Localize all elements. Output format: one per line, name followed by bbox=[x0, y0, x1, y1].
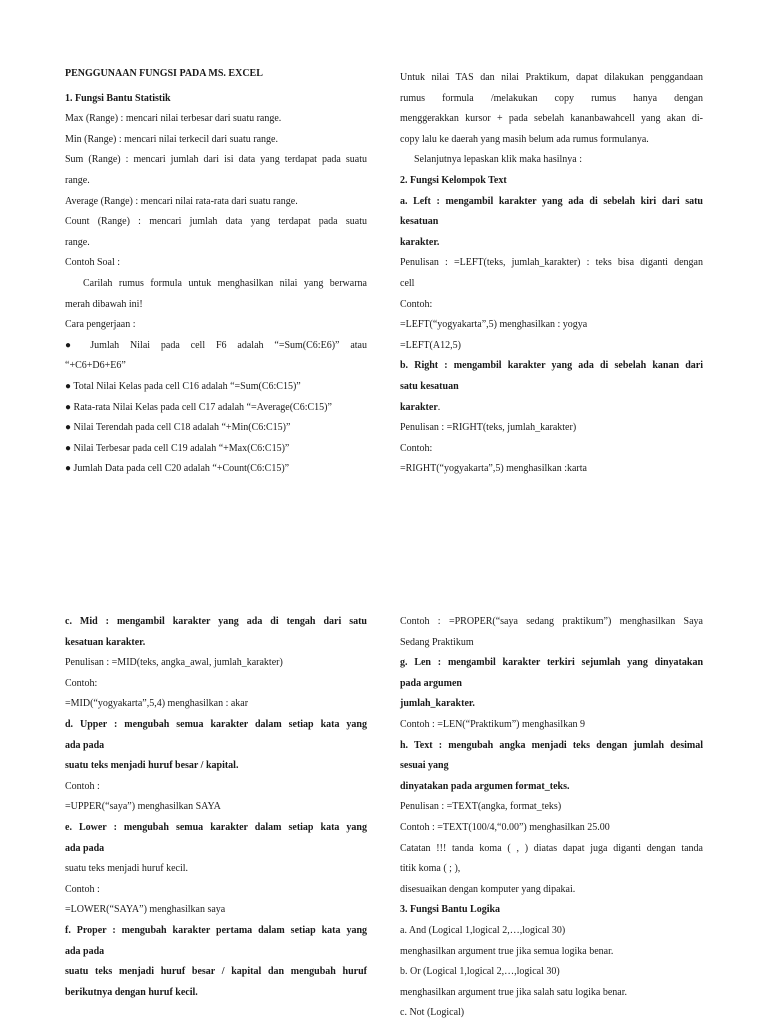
paragraph: titik koma ( ; ), bbox=[400, 863, 461, 875]
paragraph: b. Or (Logical 1,logical 2,…,logical 30) bbox=[400, 966, 560, 978]
subheading: suatu teks menjadi huruf besar / kapital dan mengubah huruf bbox=[65, 966, 367, 978]
paragraph: cell bbox=[400, 277, 415, 289]
paragraph: Penulisan : =RIGHT(teks, jumlah_karakter) bbox=[400, 422, 577, 434]
subheading: sesuai yang bbox=[400, 760, 449, 772]
column-bottom-right bbox=[400, 612, 703, 1024]
list-item: ● Jumlah Nilai pada cell F6 adalah “=Sum(C6:E6)” atau bbox=[65, 339, 367, 351]
paragraph: menghasilkan argument true jika semua logika benar. bbox=[400, 945, 614, 957]
paragraph: Selanjutnya lepaskan klik maka hasilnya : bbox=[414, 154, 583, 166]
list-item: ● Rata-rata Nilai Kelas pada cell C17 adalah “=Average(C6:C15)” bbox=[65, 401, 332, 413]
paragraph: Contoh: bbox=[400, 442, 433, 454]
list-item: “+C6+D6+E6” bbox=[65, 360, 126, 372]
paragraph: Contoh : =TEXT(100/4,“0.00”) menghasilkan 25.00 bbox=[400, 821, 610, 833]
subheading: a. Left : mengambil karakter yang ada di sebelah kiri dari satu bbox=[400, 195, 703, 207]
subheading: e. Lower : mengubah semua karakter dalam setiap kata yang bbox=[65, 821, 367, 833]
subheading: ada pada bbox=[65, 842, 105, 854]
subheading: pada argumen bbox=[400, 677, 462, 689]
paragraph: Max (Range) : mencari nilai terbesar dari suatu range. bbox=[65, 113, 282, 125]
subheading: karakter. bbox=[400, 236, 440, 248]
paragraph: a. And (Logical 1,logical 2,…,logical 30) bbox=[400, 924, 566, 936]
subheading-bold: karakter bbox=[400, 401, 438, 413]
list-item: ● Total Nilai Kelas pada cell C16 adalah “=Sum(C6:C15)” bbox=[65, 380, 301, 392]
subheading: f. Proper : mengubah karakter pertama dalam setiap kata yang bbox=[65, 924, 367, 936]
subheading: b. Right : mengambil karakter yang ada di sebelah kanan dari bbox=[400, 360, 703, 372]
paragraph: c. Not (Logical) bbox=[400, 1007, 465, 1019]
paragraph: merah dibawah ini! bbox=[65, 298, 143, 310]
subheading: berikutnya dengan huruf kecil. bbox=[65, 986, 198, 998]
paragraph: Average (Range) : mencari nilai rata-rata dari suatu range. bbox=[65, 195, 298, 207]
subheading bbox=[400, 398, 703, 419]
subheading: c. Mid : mengambil karakter yang ada di tengah dari satu bbox=[65, 616, 367, 627]
subheading: kesatuan karakter. bbox=[65, 636, 146, 648]
paragraph: Penulisan : =LEFT(teks, jumlah_karakter) : teks bisa diganti dengan bbox=[400, 257, 703, 269]
subheading: ada pada bbox=[65, 739, 105, 751]
paragraph: Sedang Praktikum bbox=[400, 636, 474, 648]
paragraph: =UPPER(“saya”) menghasilkan SAYA bbox=[65, 801, 221, 813]
section-heading: 2. Fungsi Kelompok Text bbox=[400, 174, 507, 186]
subheading: dinyatakan pada argumen format_teks. bbox=[400, 780, 570, 792]
paragraph: Contoh : =LEN(“Praktikum”) menghasilkan 9 bbox=[400, 718, 586, 730]
paragraph: menggerakkan kursor + pada sebelah kananbawahcell yang akan di- bbox=[400, 113, 703, 125]
document-title: PENGGUNAAN FUNGSI PADA MS. EXCEL bbox=[65, 68, 263, 79]
column-bottom-left bbox=[65, 612, 367, 1003]
paragraph: Cara pengerjaan : bbox=[65, 319, 136, 331]
paragraph: range. bbox=[65, 174, 90, 186]
paragraph: Carilah rumus formula untuk menghasilkan nilai yang berwarna bbox=[83, 277, 367, 289]
subheading: d. Upper : mengubah semua karakter dalam setiap kata yang bbox=[65, 718, 367, 730]
subheading: kesatuan bbox=[400, 216, 439, 228]
paragraph: Untuk nilai TAS dan nilai Praktikum, dapat dilakukan penggandaan bbox=[400, 72, 703, 83]
subheading: h. Text : mengubah angka menjadi teks dengan jumlah desimal bbox=[400, 739, 703, 751]
paragraph: Sum (Range) : mencari jumlah dari isi data yang terdapat pada suatu bbox=[65, 154, 367, 166]
paragraph: suatu teks menjadi huruf kecil. bbox=[65, 863, 189, 875]
paragraph: =LEFT(A12,5) bbox=[400, 339, 461, 351]
paragraph: Count (Range) : mencari jumlah data yang terdapat pada suatu bbox=[65, 216, 367, 228]
list-item: ● Nilai Terendah pada cell C18 adalah “+Min(C6:C15)” bbox=[65, 422, 291, 434]
section-heading: 3. Fungsi Bantu Logika bbox=[400, 904, 501, 916]
paragraph: Contoh : =PROPER(“saya sedang praktikum”) menghasilkan Saya bbox=[400, 616, 703, 627]
subheading: jumlah_karakter. bbox=[400, 698, 475, 710]
paragraph: Contoh : bbox=[65, 780, 100, 792]
paragraph: range. bbox=[65, 236, 90, 248]
paragraph: copy lalu ke daerah yang masih belum ada rumus formulanya. bbox=[400, 133, 649, 145]
paragraph: menghasilkan argument true jika salah satu logika benar. bbox=[400, 986, 627, 998]
subheading: ada pada bbox=[65, 945, 105, 957]
column-top-left bbox=[65, 64, 367, 480]
list-item: ● Jumlah Data pada cell C20 adalah “+Count(C6:C15)” bbox=[65, 463, 290, 475]
subheading: g. Len : mengambil karakter terkiri sejumlah yang dinyatakan bbox=[400, 657, 703, 669]
paragraph: =MID(“yogyakarta”,5,4) menghasilkan : akar bbox=[65, 698, 249, 710]
paragraph: Contoh: bbox=[400, 298, 433, 310]
paragraph: Penulisan : =MID(teks, angka_awal, jumlah_karakter) bbox=[65, 657, 283, 669]
paragraph: disesuaikan dengan komputer yang dipakai. bbox=[400, 883, 576, 895]
paragraph: Contoh: bbox=[65, 677, 98, 689]
column-top-right bbox=[400, 68, 703, 480]
subheading: suatu teks menjadi huruf besar / kapital. bbox=[65, 760, 239, 772]
subheading: satu kesatuan bbox=[400, 380, 459, 392]
list-item: ● Nilai Terbesar pada cell C19 adalah “+Max(C6:C15)” bbox=[65, 442, 290, 454]
paragraph: Penulisan : =TEXT(angka, format_teks) bbox=[400, 801, 562, 813]
paragraph: Contoh : bbox=[65, 883, 100, 895]
paragraph: =LEFT(“yogyakarta”,5) menghasilkan : yogya bbox=[400, 319, 588, 331]
subheading-tail: . bbox=[437, 401, 441, 413]
paragraph: =LOWER(“SAYA”) menghasilkan saya bbox=[65, 904, 226, 916]
paragraph: Min (Range) : mencari nilai terkecil dari suatu range. bbox=[65, 133, 278, 145]
paragraph: Contoh Soal : bbox=[65, 257, 121, 269]
paragraph: =RIGHT(“yogyakarta”,5) menghasilkan :karta bbox=[400, 463, 587, 475]
paragraph: rumus formula /melakukan copy rumus hanya dengan bbox=[400, 92, 703, 104]
paragraph: Catatan !!! tanda koma ( , ) diatas dapat juga diganti dengan tanda bbox=[400, 842, 703, 854]
section-heading: 1. Fungsi Bantu Statistik bbox=[65, 92, 171, 104]
